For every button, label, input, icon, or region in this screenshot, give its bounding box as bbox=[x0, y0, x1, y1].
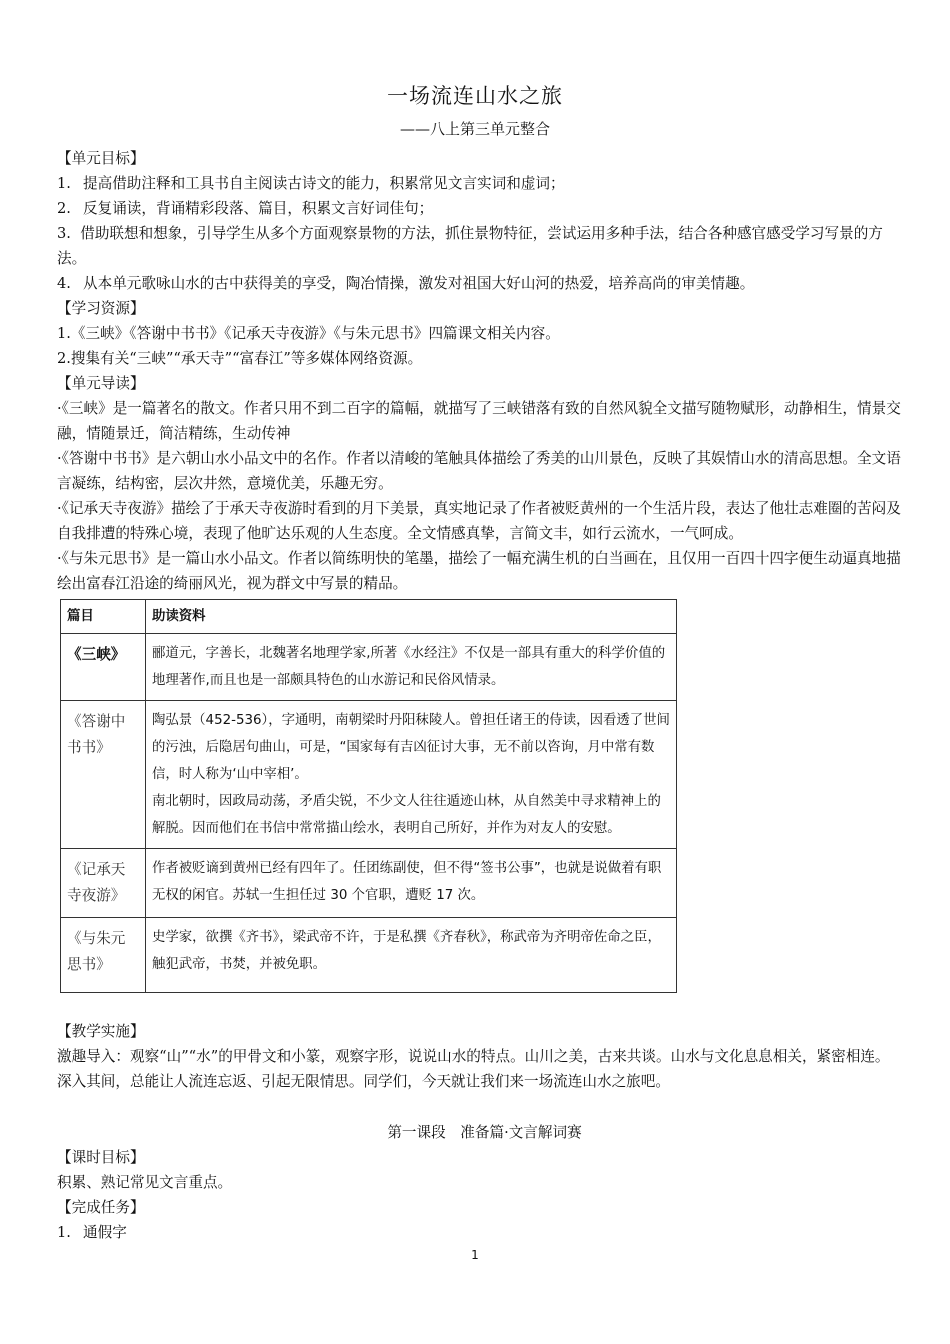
guide-heading: 【单元导读】 bbox=[57, 375, 145, 392]
row-title: 《三峡》 bbox=[61, 634, 146, 701]
row-content: 史学家，欲撰《齐书》，梁武帝不许，于是私撰《齐春秋》，称武帝为齐明帝佐命之臣，触犯武帝，书焚，并被免职。 bbox=[146, 918, 677, 993]
lesson-goal-text: 积累、熟记常见文言重点。 bbox=[57, 1174, 233, 1191]
task-heading: 【完成任务】 bbox=[57, 1199, 145, 1216]
goal-item bbox=[57, 171, 902, 196]
row-title: 《答谢中书书》 bbox=[61, 701, 146, 849]
column-header-title: 篇目 bbox=[61, 600, 146, 634]
reading-aid-table bbox=[60, 599, 677, 993]
goal-text: 提高借助注释和工具书自主阅读古诗文的能力，积累常见文言实词和虚词； bbox=[83, 175, 565, 192]
table-row bbox=[61, 849, 677, 918]
goal-text: 反复诵读，背诵精彩段落、篇目，积累文言好词佳句； bbox=[83, 200, 434, 217]
resources-heading: 【学习资源】 bbox=[57, 300, 145, 317]
goal-item bbox=[57, 221, 902, 271]
row-title: 《记承天寺夜游》 bbox=[61, 849, 146, 918]
goal-item bbox=[57, 196, 902, 221]
lesson-section-heading: 第一课段 准备篇·文言解词赛 bbox=[387, 1124, 582, 1141]
goal-text: 借助联想和想象，引导学生从多个方面观察景物的方法，抓住景物特征，尝试运用多种手法，结合各种感官感受学习写景的方法。 bbox=[57, 225, 883, 267]
lesson-goal-heading: 【课时目标】 bbox=[57, 1149, 145, 1166]
table-row bbox=[61, 918, 677, 993]
guide-paragraph: ·《三峡》是一篇著名的散文。作者只用不到二百字的篇幅，就描写了三峡错落有致的自然风貌全文描写随物赋形，动静相生，情景交融，情随景迁，简洁精练，生动传神 bbox=[57, 400, 901, 442]
spacer bbox=[57, 1094, 902, 1120]
row-title: 《与朱元思书》 bbox=[61, 918, 146, 993]
guide-paragraph: ·《答谢中书书》是六朝山水小品文中的名作。作者以清峻的笔触具体描绘了秀美的山川景色，反映了其娱情山水的清高思想。全文语言凝练，结构密，层次井然，意境优美，乐趣无穷。 bbox=[57, 450, 901, 492]
guide-paragraph: ·《与朱元思书》是一篇山水小品文。作者以简练明快的笔墨，描绘了一幅充满生机的白当画在，且仅用一百四十四字便生动逼真地描绘出富春江沿途的绮丽风光，视为群文中写景的精品。 bbox=[57, 550, 901, 592]
task-text: 通假字 bbox=[83, 1224, 127, 1241]
resource-item: 1.《三峡》《答谢中书书》《记承天寺夜游》《与朱元思书》四篇课文相关内容。 bbox=[57, 325, 560, 342]
column-header-material: 助读资料 bbox=[146, 600, 677, 634]
table-header-row bbox=[61, 600, 677, 634]
goal-number: 2. bbox=[57, 200, 71, 217]
row-content: 郦道元，字善长，北魏著名地理学家,所著《水经注》不仅是一部具有重大的科学价值的地理著作,而且也是一部颇具特色的山水游记和民俗风情录。 bbox=[146, 634, 677, 701]
teaching-text: 激趣导入：观察“山”“水”的甲骨文和小篆，观察字形，说说山水的特点。山川之美，古来共谈。山水与文化息息相关，紧密相连。深入其间，总能让人流连忘返、引起无限情思。同学们，今天就让我们来一场流连山水之旅吧。 bbox=[57, 1048, 890, 1090]
goal-number: 1. bbox=[57, 175, 71, 192]
row-content bbox=[146, 701, 677, 849]
task-item bbox=[57, 1220, 902, 1245]
goal-number: 3. bbox=[57, 225, 71, 242]
resource-item: 2.搜集有关“三峡”“承天寺”“富春江”等多媒体网络资源。 bbox=[57, 350, 423, 367]
guide-paragraph: ·《记承天寺夜游》描绘了于承天寺夜游时看到的月下美景，真实地记录了作者被贬黄州的一个生活片段，表达了他壮志难圈的苦闷及自我排遭的特殊心境，表现了他旷达乐观的人生态度。全文情感真挚，言简文丰，如行云流水，一气呵成。 bbox=[57, 500, 901, 542]
goal-number: 4. bbox=[57, 275, 71, 292]
document-subtitle: ——八上第三单元整合 bbox=[399, 120, 550, 138]
row-content: 作者被贬谪到黄州已经有四年了。任团练副使，但不得“签书公事”，也就是说做着有职无权的闲官。苏轼一生担任过 30 个官职，遭贬 17 次。 bbox=[146, 849, 677, 918]
document-body bbox=[57, 146, 902, 1245]
goal-item bbox=[57, 271, 902, 296]
row-content-paragraph: 陶弘景（452-536），字通明，南朝梁时丹阳秣陵人。曾担任诸王的侍读，因看透了世间的污浊，后隐居句曲山，可是，“国家每有吉凶征讨大事，无不前以咨询，月中常有数信，时人称为‘山中宰相’。 bbox=[152, 713, 670, 782]
table-row bbox=[61, 634, 677, 701]
spacer bbox=[57, 993, 902, 1019]
table-row bbox=[61, 701, 677, 849]
teaching-heading: 【教学实施】 bbox=[57, 1023, 145, 1040]
task-number: 1. bbox=[57, 1224, 71, 1241]
document-title: 一场流连山水之旅 bbox=[387, 84, 563, 108]
goal-text: 从本单元歌咏山水的古中获得美的享受，陶冶情操，激发对祖国大好山河的热爱，培养高尚的审美情趣。 bbox=[83, 275, 755, 292]
unit-goals-heading: 【单元目标】 bbox=[57, 150, 145, 167]
page-number: 1 bbox=[471, 1248, 479, 1262]
row-content-paragraph: 南北朝时，因政局动荡，矛盾尖锐，不少文人往往遁迹山林，从自然美中寻求精神上的解脱。因而他们在书信中常常描山绘水，表明自己所好，并作为对友人的安慰。 bbox=[152, 794, 661, 836]
